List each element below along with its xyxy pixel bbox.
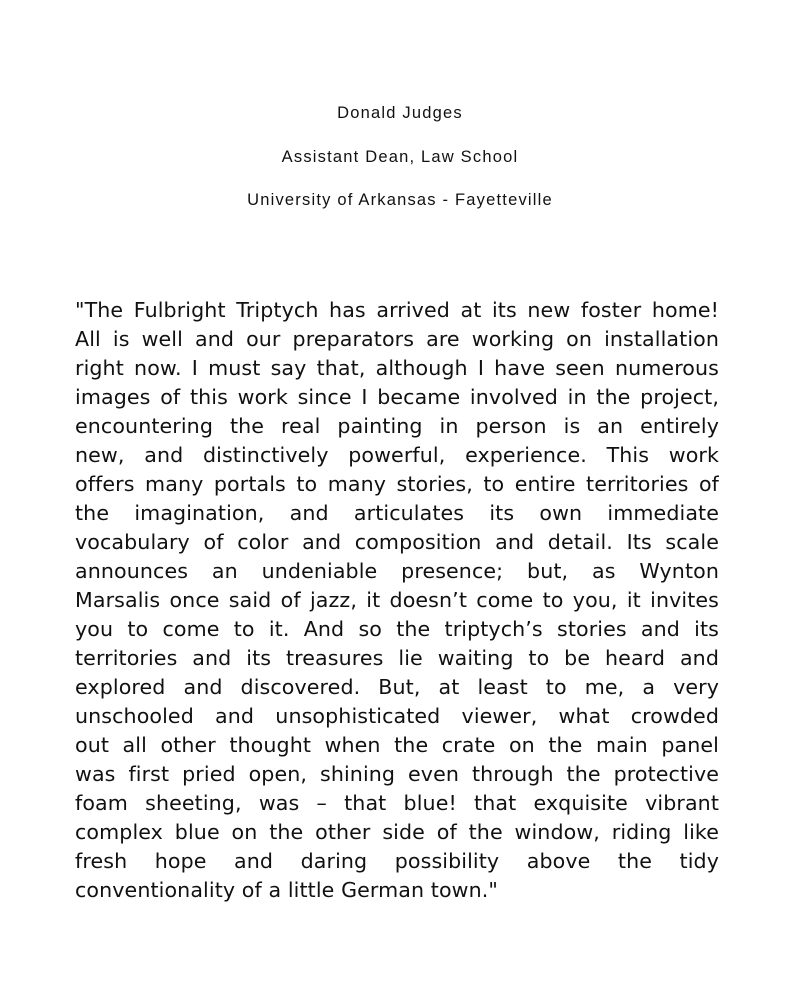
quote-line: conventionality of a little German town." bbox=[75, 878, 498, 902]
quote-line: new, and distinctively powerful, experience. This work bbox=[75, 443, 719, 467]
quote-line: Marsalis once said of jazz, it doesn’t come to you, it invites bbox=[75, 588, 719, 612]
quote-line: complex blue on the other side of the window, riding like bbox=[75, 820, 719, 844]
quote-line: All is well and our preparators are working on installation bbox=[75, 327, 719, 351]
quote-line: explored and discovered. But, at least to me, a very bbox=[75, 675, 719, 699]
quote-line: foam sheeting, was – that blue! that exquisite vibrant bbox=[75, 791, 719, 815]
author-title: Assistant Dean, Law School bbox=[281, 147, 519, 166]
author-header bbox=[0, 101, 800, 232]
quote-line: unschooled and unsophisticated viewer, what crowded bbox=[75, 704, 719, 728]
quote-line: images of this work since I became involved in the project, bbox=[75, 385, 719, 409]
testimonial-quote bbox=[75, 296, 719, 905]
quote-line: you to come to it. And so the triptych’s stories and its bbox=[75, 617, 719, 641]
author-institution: University of Arkansas - Fayetteville bbox=[247, 191, 553, 209]
quote-line: fresh hope and daring possibility above the tidy bbox=[75, 849, 719, 873]
quote-line: the imagination, and articulates its own immediate bbox=[75, 501, 719, 525]
author-name: Donald Judges bbox=[337, 104, 463, 122]
quote-line: vocabulary of color and composition and detail. Its scale bbox=[75, 530, 719, 554]
quote-line: "The Fulbright Triptych has arrived at its new foster home! bbox=[75, 298, 719, 322]
quote-line: right now. I must say that, although I have seen numerous bbox=[75, 356, 719, 380]
quote-line: territories and its treasures lie waiting to be heard and bbox=[75, 646, 719, 670]
quote-line: announces an undeniable presence; but, as Wynton bbox=[75, 559, 719, 583]
quote-line: out all other thought when the crate on the main panel bbox=[75, 733, 719, 757]
quote-line: offers many portals to many stories, to entire territories of bbox=[75, 472, 719, 496]
quote-line: was first pried open, shining even through the protective bbox=[75, 762, 719, 786]
quote-line: encountering the real painting in person is an entirely bbox=[75, 414, 719, 438]
